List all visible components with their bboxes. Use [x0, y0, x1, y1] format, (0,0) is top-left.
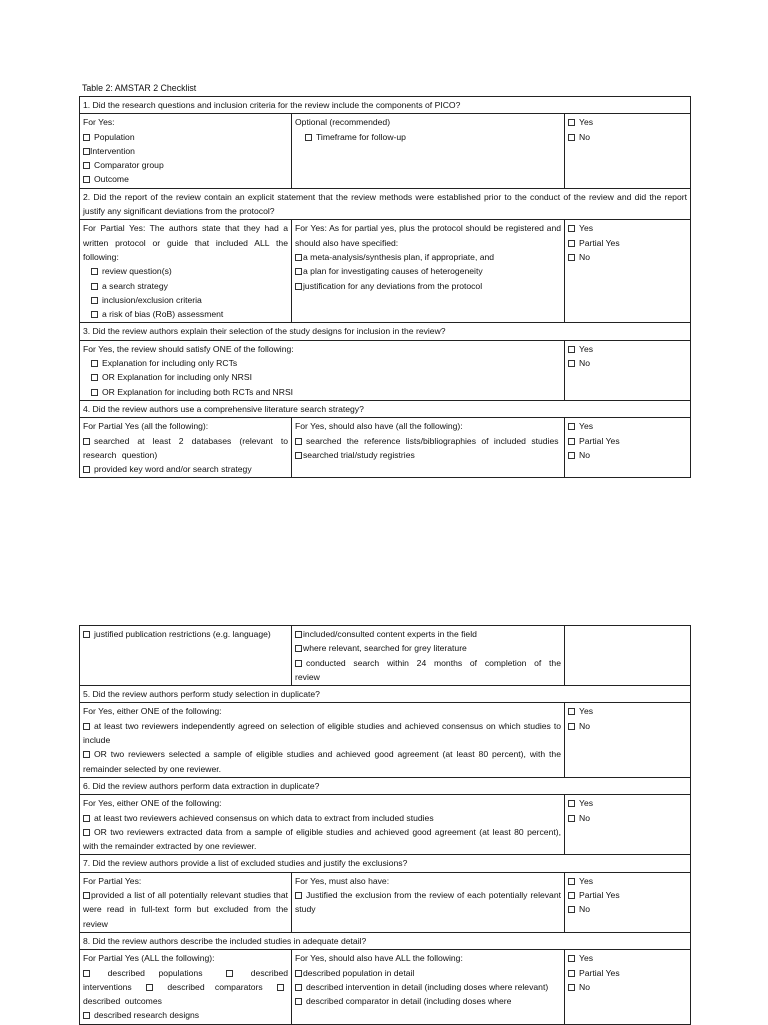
q5-criteria-cell	[80, 703, 565, 777]
empty-checkbox-icon[interactable]	[83, 162, 90, 169]
empty-checkbox-icon[interactable]	[83, 1012, 90, 1019]
q4-continued-answer-cell	[565, 626, 691, 686]
empty-checkbox-icon[interactable]	[295, 452, 302, 459]
answer-no: No	[579, 812, 590, 823]
empty-checkbox-icon[interactable]	[83, 815, 90, 822]
amstar-checklist-table-part2	[79, 625, 691, 1025]
empty-checkbox-icon[interactable]	[568, 119, 575, 126]
question-2: 2. Did the report of the review contain an explicit statement that the review methods were established prior to the conduct of the review and did the report justify any significant deviations from the protocol?	[80, 188, 691, 220]
q1-item-population: Population	[94, 131, 135, 142]
question-3: 3. Did the review authors explain their selection of the study designs for inclusion in the review?	[80, 323, 691, 340]
question-8: 8. Did the review authors describe the included studies in adequate detail?	[80, 932, 691, 949]
empty-checkbox-icon[interactable]	[83, 631, 90, 638]
q2-partial-item: review question(s)	[102, 266, 172, 277]
q1-for-yes-label: For Yes:	[83, 117, 115, 128]
empty-checkbox-icon[interactable]	[295, 631, 302, 638]
empty-checkbox-icon[interactable]	[83, 438, 90, 445]
q8-partial-item: described outcomes	[83, 996, 162, 1007]
q1-optional-label: Optional (recommended)	[295, 117, 391, 128]
q8-partial-cell	[80, 950, 292, 1024]
answer-no: No	[579, 904, 590, 915]
empty-checkbox-icon[interactable]	[568, 815, 575, 822]
empty-checkbox-icon[interactable]	[295, 645, 302, 652]
q6-for-yes-label: For Yes, either ONE of the following:	[83, 798, 222, 809]
q7-partial-item: provided a list of all potentially relevant studies that were read in full-text form but excluded from the review	[83, 890, 288, 929]
q8-yes-item: described comparator in detail (including doses where	[306, 996, 512, 1007]
q4-continued-yes-cell	[292, 626, 565, 686]
q4-yes-item: searched trial/study registries	[303, 449, 415, 460]
empty-checkbox-icon[interactable]	[277, 984, 284, 991]
q7-yes-cell	[292, 872, 565, 932]
empty-checkbox-icon[interactable]	[568, 970, 575, 977]
q8-partial-item: described research designs	[94, 1010, 200, 1021]
empty-checkbox-icon[interactable]	[91, 297, 98, 304]
empty-checkbox-icon[interactable]	[568, 878, 575, 885]
q4-yes-item: conducted search within 24 months of completion of the review	[295, 657, 561, 682]
empty-checkbox-icon[interactable]	[568, 346, 575, 353]
q8-yes-label: For Yes, should also have ALL the following:	[295, 953, 463, 964]
answer-no: No	[579, 720, 590, 731]
q8-yes-item: described intervention in detail (including doses where relevant)	[306, 981, 549, 992]
question-5: 5. Did the review authors perform study selection in duplicate?	[80, 686, 691, 703]
answer-yes: Yes	[579, 798, 594, 809]
answer-partial-yes: Partial Yes	[579, 967, 620, 978]
empty-checkbox-icon[interactable]	[568, 452, 575, 459]
q7-partial-label: For Partial Yes:	[83, 875, 142, 886]
empty-checkbox-icon[interactable]	[568, 360, 575, 367]
q1-item-comparator: Comparator group	[94, 160, 164, 171]
q6-item: OR two reviewers extracted data from a sample of eligible studies and achieved good agreement (at least 80 percent), with the remainder extracted by one reviewer.	[83, 826, 561, 852]
empty-checkbox-icon[interactable]	[295, 438, 302, 445]
q1-answer-cell	[565, 114, 691, 188]
empty-checkbox-icon[interactable]	[295, 660, 302, 667]
q2-yes-cell	[292, 220, 565, 323]
q8-yes-item: described population in detail	[303, 967, 415, 978]
answer-yes: Yes	[579, 953, 594, 964]
q7-yes-item: Justified the exclusion from the review of each potentially relevant study	[295, 890, 561, 915]
empty-checkbox-icon[interactable]	[83, 892, 90, 899]
empty-checkbox-icon[interactable]	[568, 800, 575, 807]
empty-checkbox-icon[interactable]	[295, 283, 302, 290]
empty-checkbox-icon[interactable]	[91, 360, 98, 367]
answer-yes: Yes	[579, 223, 594, 234]
empty-checkbox-icon[interactable]	[91, 374, 98, 381]
q7-partial-cell	[80, 872, 292, 932]
q4-partial-item: searched at least 2 databases (relevant to research question)	[83, 435, 288, 460]
q7-answer-cell	[565, 872, 691, 932]
empty-checkbox-icon[interactable]	[568, 708, 575, 715]
question-1: 1. Did the research questions and inclusion criteria for the review include the components of PICO?	[80, 97, 691, 114]
q6-answer-cell	[565, 795, 691, 855]
q1-optional-cell	[292, 114, 565, 188]
amstar-checklist-table-part1	[79, 96, 691, 478]
q4-yes-label: For Yes, should also have (all the following):	[295, 421, 463, 432]
q7-yes-label: For Yes, must also have:	[295, 875, 390, 886]
empty-checkbox-icon[interactable]	[83, 723, 90, 730]
q8-partial-item: described interventions	[83, 967, 289, 992]
answer-yes: Yes	[579, 117, 594, 128]
empty-checkbox-icon[interactable]	[295, 892, 302, 899]
answer-partial-yes: Partial Yes	[579, 435, 620, 446]
q2-partial-item: a search strategy	[102, 280, 168, 291]
q2-answer-cell	[565, 220, 691, 323]
q2-partial-item: inclusion/exclusion criteria	[102, 294, 202, 305]
q4-partial-item: justified publication restrictions (e.g. language)	[94, 629, 271, 639]
empty-checkbox-icon[interactable]	[568, 438, 575, 445]
q3-item: OR Explanation for including both RCTs and NRSI	[102, 386, 294, 397]
question-7: 7. Did the review authors provide a list of excluded studies and justify the exclusions?	[80, 855, 691, 872]
q3-item: OR Explanation for including only NRSI	[102, 372, 252, 383]
empty-checkbox-icon[interactable]	[295, 998, 302, 1005]
answer-no: No	[579, 251, 590, 262]
empty-checkbox-icon[interactable]	[568, 423, 575, 430]
q2-partial-cell	[80, 220, 292, 323]
empty-checkbox-icon[interactable]	[91, 268, 98, 275]
q5-item: at least two reviewers independently agreed on selection of eligible studies and achieved consensus on which studies to include	[83, 720, 561, 746]
answer-no: No	[579, 131, 590, 142]
empty-checkbox-icon[interactable]	[83, 134, 90, 141]
empty-checkbox-icon[interactable]	[146, 984, 153, 991]
q1-item-intervention: Intervention	[90, 145, 135, 156]
empty-checkbox-icon[interactable]	[91, 311, 98, 318]
q3-answer-cell	[565, 340, 691, 400]
q6-item: at least two reviewers achieved consensus on which data to extract from included studies	[94, 812, 434, 823]
q8-answer-cell	[565, 950, 691, 1024]
empty-checkbox-icon[interactable]	[568, 955, 575, 962]
q2-yes-item: a meta-analysis/synthesis plan, if appropriate, and	[303, 251, 495, 262]
q5-item: OR two reviewers selected a sample of eligible studies and achieved good agreement (at least 80 percent), with the remainder selected by one reviewer.	[83, 749, 561, 774]
q2-yes-text: For Yes: As for partial yes, plus the protocol should be registered and should also have specified:	[295, 223, 561, 248]
q5-answer-cell	[565, 703, 691, 777]
answer-no: No	[579, 449, 590, 460]
answer-yes: Yes	[579, 421, 594, 432]
q6-criteria-cell	[80, 795, 565, 855]
empty-checkbox-icon[interactable]	[83, 466, 90, 473]
q5-for-yes-label: For Yes, either ONE of the following:	[83, 706, 222, 717]
q3-for-yes-label: For Yes, the review should satisfy ONE of the following:	[83, 343, 294, 354]
q4-answer-cell	[565, 418, 691, 478]
empty-checkbox-icon[interactable]	[226, 970, 233, 977]
empty-checkbox-icon[interactable]	[568, 723, 575, 730]
empty-checkbox-icon[interactable]	[83, 751, 90, 758]
q8-yes-cell	[292, 950, 565, 1024]
q1-item-outcome: Outcome	[94, 174, 129, 185]
empty-checkbox-icon[interactable]	[568, 984, 575, 991]
question-4: 4. Did the review authors use a comprehensive literature search strategy?	[80, 400, 691, 417]
q3-item: Explanation for including only RCTs	[102, 358, 238, 369]
answer-yes: Yes	[579, 706, 594, 717]
q3-criteria-cell	[80, 340, 565, 400]
empty-checkbox-icon[interactable]	[568, 225, 575, 232]
answer-partial-yes: Partial Yes	[579, 890, 620, 901]
q4-yes-item: searched the reference lists/bibliographies of included studies	[306, 435, 559, 446]
empty-checkbox-icon[interactable]	[83, 176, 90, 183]
answer-yes: Yes	[579, 875, 594, 886]
q1-optional-item: Timeframe for follow-up	[316, 131, 406, 142]
empty-checkbox-icon[interactable]	[295, 268, 302, 275]
answer-yes: Yes	[579, 343, 594, 354]
answer-partial-yes: Partial Yes	[579, 237, 620, 248]
q2-partial-item: a risk of bias (RoB) assessment	[102, 309, 224, 320]
q4-partial-label: For Partial Yes (all the following):	[83, 421, 209, 432]
empty-checkbox-icon[interactable]	[83, 148, 90, 155]
empty-checkbox-icon[interactable]	[295, 254, 302, 261]
q4-yes-item: where relevant, searched for grey literature	[303, 643, 467, 654]
answer-no: No	[579, 358, 590, 369]
q1-criteria-cell	[80, 114, 292, 188]
empty-checkbox-icon[interactable]	[83, 829, 90, 836]
q2-partial-text: For Partial Yes: The authors state that they had a written protocol or guide that included ALL the following:	[83, 223, 288, 262]
empty-checkbox-icon[interactable]	[568, 254, 575, 261]
q4-partial-item: provided key word and/or search strategy	[94, 464, 252, 475]
q8-partial-item: described populations	[107, 967, 203, 978]
empty-checkbox-icon[interactable]	[91, 389, 98, 396]
empty-checkbox-icon[interactable]	[91, 283, 98, 290]
q2-yes-item: a plan for investigating causes of heterogeneity	[303, 266, 483, 277]
q4-partial-cell	[80, 418, 292, 478]
empty-checkbox-icon[interactable]	[568, 240, 575, 247]
empty-checkbox-icon[interactable]	[568, 906, 575, 913]
q2-yes-item: justification for any deviations from the protocol	[303, 280, 483, 291]
empty-checkbox-icon[interactable]	[305, 134, 312, 141]
q4-yes-cell	[292, 418, 565, 478]
empty-checkbox-icon[interactable]	[83, 970, 90, 977]
empty-checkbox-icon[interactable]	[568, 892, 575, 899]
empty-checkbox-icon[interactable]	[295, 970, 302, 977]
table-caption: Table 2: AMSTAR 2 Checklist	[82, 83, 197, 93]
empty-checkbox-icon[interactable]	[568, 134, 575, 141]
q8-partial-label: For Partial Yes (ALL the following):	[83, 953, 215, 964]
q4-continued-partial-cell	[80, 626, 292, 686]
q4-yes-item: included/consulted content experts in the field	[303, 629, 477, 639]
q8-partial-item: described comparators	[167, 981, 263, 992]
answer-no: No	[579, 981, 590, 992]
question-6: 6. Did the review authors perform data extraction in duplicate?	[80, 777, 691, 794]
empty-checkbox-icon[interactable]	[295, 984, 302, 991]
